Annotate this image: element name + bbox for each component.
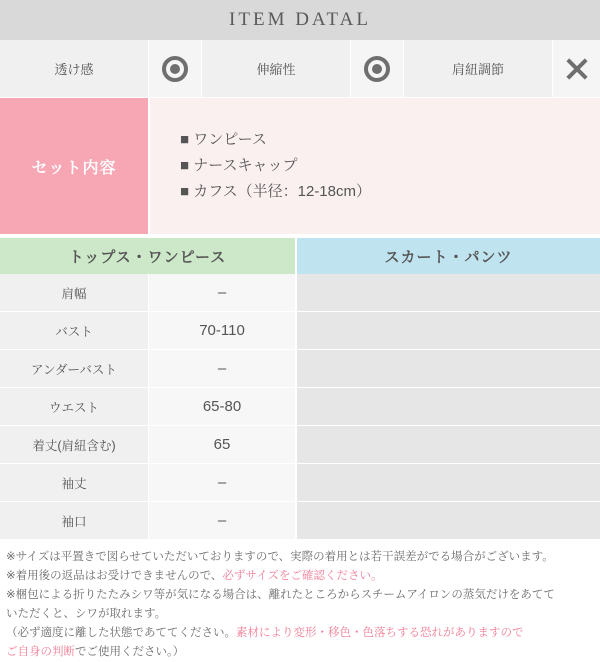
feature-value-sheerness xyxy=(149,40,202,97)
row-value-tops: – xyxy=(149,350,297,387)
row-value-bottoms xyxy=(297,350,600,387)
row-value-bottoms xyxy=(297,274,600,311)
note-text: （必ず適度に離した状態であててください。 xyxy=(6,627,236,639)
set-contents-label: セット内容 xyxy=(0,98,150,234)
row-label: 袖口 xyxy=(0,502,149,539)
row-value-tops: – xyxy=(149,502,297,539)
table-row xyxy=(0,274,600,312)
row-value-bottoms xyxy=(297,312,600,349)
note-line: ※サイズは平置きで図らせていただいておりますので、実際の着用とは若干誤差がでる場合がございます。 xyxy=(6,551,554,563)
row-label: ウエスト xyxy=(0,388,149,425)
feature-label-sheerness: 透け感 xyxy=(0,40,149,97)
note-highlight: ご自身の判断 xyxy=(6,646,75,658)
row-label: 着丈(肩紐含む) xyxy=(0,426,149,463)
row-label: 肩幅 xyxy=(0,274,149,311)
list-item: ■ ナースキャップ xyxy=(180,157,298,174)
row-value-tops: – xyxy=(149,274,297,311)
size-table-header xyxy=(0,238,600,274)
row-value-bottoms xyxy=(297,426,600,463)
list-item: ■ ワンピース xyxy=(180,131,267,148)
feature-value-stretch xyxy=(351,40,404,97)
table-row xyxy=(0,388,600,426)
table-row xyxy=(0,312,600,350)
note-text: ※着用後の返品はお受けできませんので、 xyxy=(6,570,223,582)
row-value-tops: – xyxy=(149,464,297,501)
row-label: バスト xyxy=(0,312,149,349)
cross-icon xyxy=(564,56,590,82)
note-line: いただくと、シワが取れます。 xyxy=(6,608,167,620)
note-line xyxy=(6,643,594,662)
row-label: アンダーバスト xyxy=(0,350,149,387)
table-row xyxy=(0,464,600,502)
column-header-tops: トップス・ワンピース xyxy=(0,238,297,274)
row-label: 袖丈 xyxy=(0,464,149,501)
feature-value-strap-adjust xyxy=(553,40,600,97)
note-text: でご使用ください。） xyxy=(75,646,185,658)
set-contents-row xyxy=(0,98,600,238)
note-highlight: 素材により変形・移色・色落ちする恐れがありますので xyxy=(236,627,524,639)
size-table-body xyxy=(0,274,600,540)
note-highlight: 必ずサイズをご確認ください。 xyxy=(222,570,383,582)
note-line: ※梱包による折りたたみシワ等が気になる場合は、離れたところからスチームアイロンの蒸気だけをあてて xyxy=(6,589,555,601)
row-value-bottoms xyxy=(297,502,600,539)
column-header-bottoms: スカート・パンツ xyxy=(297,238,600,274)
table-row xyxy=(0,350,600,388)
table-row xyxy=(0,502,600,540)
row-value-tops: 70-110 xyxy=(149,312,297,349)
row-value-tops: 65 xyxy=(149,426,297,463)
row-value-bottoms xyxy=(297,388,600,425)
note-line xyxy=(6,567,594,586)
list-item: ■ カフス（半径：12-18cm） xyxy=(180,183,371,200)
feature-row xyxy=(0,40,600,98)
feature-label-stretch: 伸縮性 xyxy=(202,40,351,97)
set-contents-list xyxy=(150,98,600,234)
feature-label-strap-adjust: 肩紐調節 xyxy=(404,40,553,97)
double-circle-icon xyxy=(364,56,390,82)
page-title: ITEM DATAL xyxy=(0,0,600,40)
double-circle-icon xyxy=(162,56,188,82)
row-value-tops: 65-80 xyxy=(149,388,297,425)
note-line xyxy=(6,624,594,643)
table-row xyxy=(0,426,600,464)
row-value-bottoms xyxy=(297,464,600,501)
notes-section xyxy=(0,540,600,662)
